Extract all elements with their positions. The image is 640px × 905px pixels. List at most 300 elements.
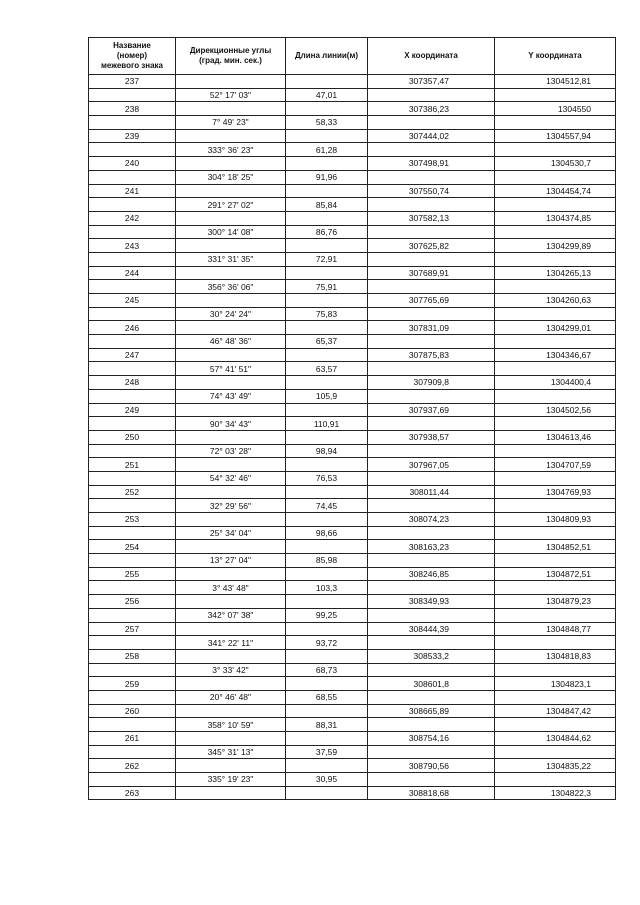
empty-cell bbox=[286, 75, 368, 89]
y-coordinate: 1304848,77 bbox=[495, 622, 616, 636]
point-name: 244 bbox=[89, 266, 176, 280]
empty-cell bbox=[495, 526, 616, 540]
empty-cell bbox=[89, 745, 176, 759]
point-name: 251 bbox=[89, 458, 176, 472]
direction-angle: 356° 36' 06" bbox=[176, 280, 286, 294]
point-name: 257 bbox=[89, 622, 176, 636]
segment-row bbox=[89, 444, 616, 458]
direction-angle: 72° 03' 28" bbox=[176, 444, 286, 458]
segment-row bbox=[89, 280, 616, 294]
x-coordinate: 308163,23 bbox=[368, 540, 495, 554]
empty-cell bbox=[176, 786, 286, 800]
direction-angle: 304° 18' 25" bbox=[176, 170, 286, 184]
segment-row bbox=[89, 636, 616, 650]
empty-cell bbox=[176, 732, 286, 746]
empty-cell bbox=[176, 485, 286, 499]
empty-cell bbox=[495, 170, 616, 184]
header-name-line: межевого знака bbox=[100, 61, 164, 70]
y-coordinate: 1304769,93 bbox=[495, 485, 616, 499]
point-name: 243 bbox=[89, 239, 176, 253]
empty-cell bbox=[368, 362, 495, 376]
point-name: 250 bbox=[89, 430, 176, 444]
point-name: 249 bbox=[89, 403, 176, 417]
empty-cell bbox=[368, 718, 495, 732]
direction-angle: 333° 36' 23" bbox=[176, 143, 286, 157]
empty-cell bbox=[368, 116, 495, 130]
point-row bbox=[89, 567, 616, 581]
empty-cell bbox=[89, 471, 176, 485]
empty-cell bbox=[89, 554, 176, 568]
x-coordinate: 307909,8 bbox=[368, 376, 495, 390]
empty-cell bbox=[286, 430, 368, 444]
empty-cell bbox=[286, 403, 368, 417]
line-length: 110,91 bbox=[286, 417, 368, 431]
direction-angle: 341° 22' 11" bbox=[176, 636, 286, 650]
line-length: 88,31 bbox=[286, 718, 368, 732]
empty-cell bbox=[495, 745, 616, 759]
x-coordinate: 307386,23 bbox=[368, 102, 495, 116]
y-coordinate: 1304557,94 bbox=[495, 129, 616, 143]
empty-cell bbox=[176, 211, 286, 225]
empty-cell bbox=[286, 321, 368, 335]
segment-row bbox=[89, 608, 616, 622]
segment-row bbox=[89, 170, 616, 184]
point-name: 259 bbox=[89, 677, 176, 691]
direction-angle: 291° 27' 02" bbox=[176, 198, 286, 212]
empty-cell bbox=[368, 198, 495, 212]
empty-cell bbox=[89, 417, 176, 431]
segment-row bbox=[89, 581, 616, 595]
empty-cell bbox=[286, 513, 368, 527]
segment-row bbox=[89, 554, 616, 568]
direction-angle: 331° 31' 35" bbox=[176, 252, 286, 266]
point-row bbox=[89, 540, 616, 554]
empty-cell bbox=[495, 471, 616, 485]
empty-cell bbox=[89, 88, 176, 102]
x-coordinate: 307625,82 bbox=[368, 239, 495, 253]
empty-cell bbox=[176, 430, 286, 444]
empty-cell bbox=[368, 471, 495, 485]
x-coordinate: 307689,91 bbox=[368, 266, 495, 280]
segment-row bbox=[89, 499, 616, 513]
empty-cell bbox=[89, 444, 176, 458]
x-coordinate: 307938,57 bbox=[368, 430, 495, 444]
point-name: 258 bbox=[89, 649, 176, 663]
segment-row bbox=[89, 417, 616, 431]
x-coordinate: 307875,83 bbox=[368, 348, 495, 362]
segment-row bbox=[89, 335, 616, 349]
empty-cell bbox=[286, 540, 368, 554]
line-length: 68,73 bbox=[286, 663, 368, 677]
empty-cell bbox=[368, 417, 495, 431]
empty-cell bbox=[286, 157, 368, 171]
empty-cell bbox=[495, 307, 616, 321]
y-coordinate: 1304454,74 bbox=[495, 184, 616, 198]
empty-cell bbox=[176, 677, 286, 691]
point-name: 242 bbox=[89, 211, 176, 225]
point-name: 260 bbox=[89, 704, 176, 718]
y-coordinate: 1304502,56 bbox=[495, 403, 616, 417]
direction-angle: 52° 17' 03" bbox=[176, 88, 286, 102]
direction-angle: 90° 34' 43" bbox=[176, 417, 286, 431]
direction-angle: 25° 34' 04" bbox=[176, 526, 286, 540]
x-coordinate: 308444,39 bbox=[368, 622, 495, 636]
empty-cell bbox=[368, 252, 495, 266]
empty-cell bbox=[368, 170, 495, 184]
segment-row bbox=[89, 471, 616, 485]
empty-cell bbox=[176, 348, 286, 362]
header-y: Y координата bbox=[495, 38, 616, 75]
point-name: 247 bbox=[89, 348, 176, 362]
empty-cell bbox=[368, 608, 495, 622]
empty-cell bbox=[89, 362, 176, 376]
line-length: 61,28 bbox=[286, 143, 368, 157]
line-length: 75,91 bbox=[286, 280, 368, 294]
empty-cell bbox=[89, 198, 176, 212]
empty-cell bbox=[176, 129, 286, 143]
point-name: 263 bbox=[89, 786, 176, 800]
x-coordinate: 308011,44 bbox=[368, 485, 495, 499]
empty-cell bbox=[176, 184, 286, 198]
empty-cell bbox=[176, 376, 286, 390]
empty-cell bbox=[495, 608, 616, 622]
line-length: 30,95 bbox=[286, 773, 368, 787]
segment-row bbox=[89, 526, 616, 540]
line-length: 63,57 bbox=[286, 362, 368, 376]
direction-angle: 300° 14' 08" bbox=[176, 225, 286, 239]
point-row bbox=[89, 157, 616, 171]
empty-cell bbox=[176, 239, 286, 253]
empty-cell bbox=[495, 663, 616, 677]
empty-cell bbox=[89, 335, 176, 349]
x-coordinate: 308533,2 bbox=[368, 649, 495, 663]
y-coordinate: 1304346,67 bbox=[495, 348, 616, 362]
empty-cell bbox=[176, 649, 286, 663]
y-coordinate: 1304530,7 bbox=[495, 157, 616, 171]
empty-cell bbox=[176, 458, 286, 472]
y-coordinate: 1304835,22 bbox=[495, 759, 616, 773]
empty-cell bbox=[286, 211, 368, 225]
segment-row bbox=[89, 773, 616, 787]
empty-cell bbox=[495, 690, 616, 704]
y-coordinate: 1304299,89 bbox=[495, 239, 616, 253]
point-name: 261 bbox=[89, 732, 176, 746]
line-length: 99,25 bbox=[286, 608, 368, 622]
empty-cell bbox=[368, 581, 495, 595]
empty-cell bbox=[368, 499, 495, 513]
point-row bbox=[89, 759, 616, 773]
point-name: 239 bbox=[89, 129, 176, 143]
empty-cell bbox=[495, 280, 616, 294]
line-length: 76,53 bbox=[286, 471, 368, 485]
x-coordinate: 308754,16 bbox=[368, 732, 495, 746]
empty-cell bbox=[176, 157, 286, 171]
direction-angle: 342° 07' 38" bbox=[176, 608, 286, 622]
empty-cell bbox=[495, 88, 616, 102]
point-name: 252 bbox=[89, 485, 176, 499]
empty-cell bbox=[368, 690, 495, 704]
point-name: 255 bbox=[89, 567, 176, 581]
line-length: 105,9 bbox=[286, 389, 368, 403]
header-angle bbox=[176, 38, 286, 75]
point-name: 254 bbox=[89, 540, 176, 554]
line-length: 98,66 bbox=[286, 526, 368, 540]
x-coordinate: 307582,13 bbox=[368, 211, 495, 225]
empty-cell bbox=[495, 581, 616, 595]
point-row bbox=[89, 211, 616, 225]
header-name bbox=[89, 38, 176, 75]
segment-row bbox=[89, 362, 616, 376]
empty-cell bbox=[368, 745, 495, 759]
y-coordinate: 1304818,83 bbox=[495, 649, 616, 663]
point-row bbox=[89, 129, 616, 143]
header-name-line: (номер) bbox=[116, 51, 148, 60]
point-row bbox=[89, 732, 616, 746]
empty-cell bbox=[368, 280, 495, 294]
empty-cell bbox=[89, 663, 176, 677]
empty-cell bbox=[89, 389, 176, 403]
empty-cell bbox=[495, 636, 616, 650]
x-coordinate: 308818,68 bbox=[368, 786, 495, 800]
point-row bbox=[89, 677, 616, 691]
empty-cell bbox=[176, 513, 286, 527]
empty-cell bbox=[286, 622, 368, 636]
empty-cell bbox=[89, 773, 176, 787]
point-row bbox=[89, 266, 616, 280]
point-row bbox=[89, 622, 616, 636]
empty-cell bbox=[368, 526, 495, 540]
point-row bbox=[89, 102, 616, 116]
direction-angle: 20° 46' 48" bbox=[176, 690, 286, 704]
point-row bbox=[89, 786, 616, 800]
empty-cell bbox=[176, 595, 286, 609]
point-row bbox=[89, 376, 616, 390]
empty-cell bbox=[368, 554, 495, 568]
direction-angle: 358° 10' 59" bbox=[176, 718, 286, 732]
empty-cell bbox=[89, 116, 176, 130]
point-row bbox=[89, 649, 616, 663]
y-coordinate: 1304823,1 bbox=[495, 677, 616, 691]
empty-cell bbox=[176, 622, 286, 636]
empty-cell bbox=[495, 499, 616, 513]
point-name: 237 bbox=[89, 75, 176, 89]
empty-cell bbox=[286, 376, 368, 390]
x-coordinate: 307765,69 bbox=[368, 294, 495, 308]
x-coordinate: 308074,23 bbox=[368, 513, 495, 527]
empty-cell bbox=[89, 499, 176, 513]
empty-cell bbox=[495, 225, 616, 239]
direction-angle: 54° 32' 46" bbox=[176, 471, 286, 485]
point-row bbox=[89, 348, 616, 362]
y-coordinate: 1304852,51 bbox=[495, 540, 616, 554]
segment-row bbox=[89, 116, 616, 130]
empty-cell bbox=[89, 526, 176, 540]
empty-cell bbox=[495, 444, 616, 458]
empty-cell bbox=[495, 554, 616, 568]
segment-row bbox=[89, 198, 616, 212]
empty-cell bbox=[368, 88, 495, 102]
direction-angle: 32° 29' 56" bbox=[176, 499, 286, 513]
header-angle-line: Дирекционные углы bbox=[189, 46, 272, 55]
direction-angle: 3° 43' 48" bbox=[176, 581, 286, 595]
point-row bbox=[89, 321, 616, 335]
point-row bbox=[89, 184, 616, 198]
empty-cell bbox=[286, 567, 368, 581]
line-length: 58,33 bbox=[286, 116, 368, 130]
empty-cell bbox=[89, 170, 176, 184]
empty-cell bbox=[286, 704, 368, 718]
line-length: 65,37 bbox=[286, 335, 368, 349]
empty-cell bbox=[176, 321, 286, 335]
x-coordinate: 307498,91 bbox=[368, 157, 495, 171]
x-coordinate: 307831,09 bbox=[368, 321, 495, 335]
y-coordinate: 1304550 bbox=[495, 102, 616, 116]
empty-cell bbox=[89, 718, 176, 732]
empty-cell bbox=[368, 225, 495, 239]
point-name: 238 bbox=[89, 102, 176, 116]
x-coordinate: 307937,69 bbox=[368, 403, 495, 417]
empty-cell bbox=[286, 102, 368, 116]
y-coordinate: 1304844,62 bbox=[495, 732, 616, 746]
empty-cell bbox=[286, 595, 368, 609]
empty-cell bbox=[89, 690, 176, 704]
empty-cell bbox=[286, 266, 368, 280]
line-length: 72,91 bbox=[286, 252, 368, 266]
empty-cell bbox=[89, 280, 176, 294]
y-coordinate: 1304374,85 bbox=[495, 211, 616, 225]
empty-cell bbox=[176, 266, 286, 280]
y-coordinate: 1304265,13 bbox=[495, 266, 616, 280]
empty-cell bbox=[286, 759, 368, 773]
empty-cell bbox=[89, 225, 176, 239]
y-coordinate: 1304260,63 bbox=[495, 294, 616, 308]
empty-cell bbox=[89, 307, 176, 321]
line-length: 37,59 bbox=[286, 745, 368, 759]
point-row bbox=[89, 513, 616, 527]
segment-row bbox=[89, 307, 616, 321]
empty-cell bbox=[286, 649, 368, 663]
empty-cell bbox=[495, 389, 616, 403]
direction-angle: 46° 48' 36" bbox=[176, 335, 286, 349]
line-length: 85,84 bbox=[286, 198, 368, 212]
x-coordinate: 307550,74 bbox=[368, 184, 495, 198]
line-length: 47,01 bbox=[286, 88, 368, 102]
point-name: 246 bbox=[89, 321, 176, 335]
header-length: Длина линии(м) bbox=[286, 38, 368, 75]
direction-angle: 13° 27' 04" bbox=[176, 554, 286, 568]
point-name: 245 bbox=[89, 294, 176, 308]
empty-cell bbox=[286, 239, 368, 253]
point-row bbox=[89, 458, 616, 472]
point-name: 241 bbox=[89, 184, 176, 198]
empty-cell bbox=[89, 608, 176, 622]
empty-cell bbox=[495, 335, 616, 349]
empty-cell bbox=[176, 759, 286, 773]
point-row bbox=[89, 75, 616, 89]
point-name: 262 bbox=[89, 759, 176, 773]
y-coordinate: 1304512,81 bbox=[495, 75, 616, 89]
empty-cell bbox=[495, 116, 616, 130]
y-coordinate: 1304299,01 bbox=[495, 321, 616, 335]
segment-row bbox=[89, 745, 616, 759]
y-coordinate: 1304872,51 bbox=[495, 567, 616, 581]
y-coordinate: 1304400,4 bbox=[495, 376, 616, 390]
empty-cell bbox=[368, 335, 495, 349]
empty-cell bbox=[368, 636, 495, 650]
empty-cell bbox=[176, 403, 286, 417]
line-length: 91,96 bbox=[286, 170, 368, 184]
empty-cell bbox=[368, 663, 495, 677]
point-row bbox=[89, 403, 616, 417]
point-row bbox=[89, 430, 616, 444]
empty-cell bbox=[495, 417, 616, 431]
y-coordinate: 1304879,23 bbox=[495, 595, 616, 609]
empty-cell bbox=[368, 773, 495, 787]
segment-row bbox=[89, 225, 616, 239]
line-length: 98,94 bbox=[286, 444, 368, 458]
line-length: 74,45 bbox=[286, 499, 368, 513]
empty-cell bbox=[495, 718, 616, 732]
segment-row bbox=[89, 252, 616, 266]
x-coordinate: 308246,85 bbox=[368, 567, 495, 581]
empty-cell bbox=[368, 444, 495, 458]
empty-cell bbox=[495, 143, 616, 157]
line-length: 85,98 bbox=[286, 554, 368, 568]
y-coordinate: 1304613,46 bbox=[495, 430, 616, 444]
empty-cell bbox=[176, 540, 286, 554]
table-header-row bbox=[89, 38, 616, 75]
y-coordinate: 1304707,59 bbox=[495, 458, 616, 472]
empty-cell bbox=[368, 143, 495, 157]
point-name: 253 bbox=[89, 513, 176, 527]
segment-row bbox=[89, 88, 616, 102]
point-name: 248 bbox=[89, 376, 176, 390]
line-length: 103,3 bbox=[286, 581, 368, 595]
x-coordinate: 308601,8 bbox=[368, 677, 495, 691]
segment-row bbox=[89, 389, 616, 403]
y-coordinate: 1304822,3 bbox=[495, 786, 616, 800]
direction-angle: 345° 31' 13" bbox=[176, 745, 286, 759]
empty-cell bbox=[495, 362, 616, 376]
point-name: 256 bbox=[89, 595, 176, 609]
y-coordinate: 1304847,42 bbox=[495, 704, 616, 718]
x-coordinate: 307357,47 bbox=[368, 75, 495, 89]
direction-angle: 30° 24' 24" bbox=[176, 307, 286, 321]
empty-cell bbox=[286, 786, 368, 800]
empty-cell bbox=[176, 567, 286, 581]
direction-angle: 335° 19' 23" bbox=[176, 773, 286, 787]
empty-cell bbox=[286, 458, 368, 472]
empty-cell bbox=[89, 143, 176, 157]
empty-cell bbox=[286, 184, 368, 198]
empty-cell bbox=[368, 389, 495, 403]
empty-cell bbox=[286, 294, 368, 308]
x-coordinate: 308349,93 bbox=[368, 595, 495, 609]
header-x: X координата bbox=[368, 38, 495, 75]
point-row bbox=[89, 239, 616, 253]
empty-cell bbox=[176, 75, 286, 89]
header-name-line: Название bbox=[113, 41, 151, 50]
segment-row bbox=[89, 663, 616, 677]
point-name: 240 bbox=[89, 157, 176, 171]
x-coordinate: 307444,02 bbox=[368, 129, 495, 143]
x-coordinate: 307967,05 bbox=[368, 458, 495, 472]
line-length: 75,83 bbox=[286, 307, 368, 321]
x-coordinate: 308665,89 bbox=[368, 704, 495, 718]
segment-row bbox=[89, 143, 616, 157]
empty-cell bbox=[286, 485, 368, 499]
empty-cell bbox=[89, 581, 176, 595]
